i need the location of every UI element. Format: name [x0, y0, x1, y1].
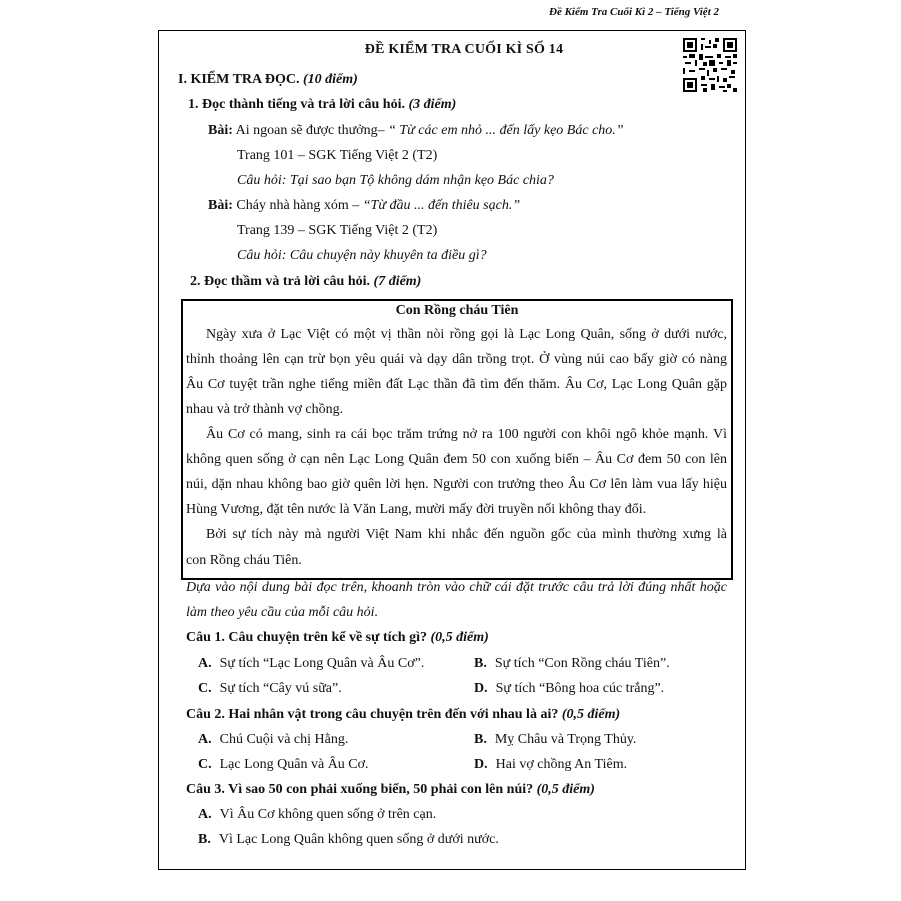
- question-1-option-a[interactable]: [198, 656, 424, 672]
- question-1-option-d[interactable]: [474, 681, 664, 697]
- part2-heading: [190, 274, 421, 290]
- reading2-excerpt: “Từ đầu ... đến thiêu sạch.”: [362, 198, 521, 213]
- section-points: (10 điểm): [302, 72, 358, 87]
- question-2-option-d[interactable]: [474, 757, 627, 773]
- reading2-question: Câu hỏi: Câu chuyện này khuyên ta điều gì?: [237, 248, 487, 263]
- option-text: Sự tích “Cây vú sữa”.: [219, 681, 342, 696]
- question-2-points: (0,5 điểm): [561, 707, 621, 722]
- running-header: Đề Kiểm Tra Cuối Kì 2 – Tiếng Việt 2: [549, 6, 719, 18]
- option-letter: B.: [198, 832, 211, 847]
- question-1-points: (0,5 điểm): [430, 630, 489, 645]
- part2-heading-text: 2. Đọc thầm và trả lời câu hỏi.: [190, 274, 371, 289]
- story-line: thỉnh thoảng lên cạn trừ bọn yêu quái và dạy dân trồng trọt. Ở vùng núi cao bấy giờ có nàng: [186, 352, 727, 367]
- story-line: con Rồng cháu Tiên.: [186, 553, 302, 568]
- part1-heading-text: 1. Đọc thành tiếng và trả lời câu hỏi.: [188, 97, 405, 112]
- story-line: nhau và trở thành vợ chồng.: [186, 402, 344, 417]
- option-letter: D.: [474, 681, 488, 696]
- question-1-option-b[interactable]: [474, 656, 670, 672]
- reading1-page: Trang 101 – SGK Tiếng Việt 2 (T2): [237, 148, 438, 163]
- question-2-option-b[interactable]: [474, 732, 636, 748]
- option-text: Sự tích “Con Rồng cháu Tiên”.: [494, 656, 670, 671]
- question-2-option-c[interactable]: [198, 757, 369, 773]
- reading2-label: Bài:: [208, 198, 233, 213]
- reading1-excerpt: “ Từ các em nhỏ ... đến lấy kẹo Bác cho.”: [388, 123, 624, 138]
- reading1-name: Ai ngoan sẽ được thưởng–: [235, 123, 385, 138]
- option-text: Sự tích “Bông hoa cúc trắng”.: [495, 681, 665, 696]
- reading1-title: [208, 123, 624, 139]
- section-heading: [178, 72, 358, 88]
- reading2-name: Cháy nhà hàng xóm –: [236, 198, 360, 213]
- reading1-label: Bài:: [208, 123, 233, 138]
- option-letter: A.: [198, 732, 212, 747]
- part2-points: (7 điểm): [373, 274, 422, 289]
- question-1-text: Câu 1. Câu chuyện trên kể về sự tích gì?: [186, 630, 427, 645]
- question-2: [186, 707, 620, 723]
- option-text: Vì Lạc Long Quân không quen sống ở dưới nước.: [218, 832, 499, 847]
- option-text: Mỵ Châu và Trọng Thủy.: [494, 732, 637, 747]
- question-3-option-b[interactable]: [198, 832, 499, 848]
- story-line: núi, dặn nhau không bao giờ quên lời hẹn. Người con trưởng theo Âu Cơ lên làm vua lấy hiệu: [186, 477, 727, 492]
- question-3-points: (0,5 điểm): [536, 782, 595, 797]
- option-text: Vì Âu Cơ không quen sống ở trên cạn.: [219, 807, 437, 822]
- question-3: [186, 782, 595, 798]
- option-text: Chú Cuội và chị Hằng.: [219, 732, 349, 747]
- instruction-line: Dựa vào nội dung bài đọc trên, khoanh tròn vào chữ cái đặt trước câu trả lời đúng nhất hoặc: [186, 580, 727, 595]
- story-line: Âu Cơ có mang, sinh ra cái bọc trăm trứng nở ra 100 người con khôi ngô khỏe mạnh. Vì: [206, 427, 727, 442]
- question-2-text: Câu 2. Hai nhân vật trong câu chuyện trên đến với nhau là ai?: [186, 707, 559, 722]
- option-letter: D.: [474, 757, 488, 772]
- option-letter: C.: [198, 757, 212, 772]
- option-text: Lạc Long Quân và Âu Cơ.: [219, 757, 369, 772]
- part1-heading: [188, 97, 456, 113]
- story-title: Con Rồng cháu Tiên: [395, 303, 519, 318]
- instruction-line: làm theo yêu cầu của mỗi câu hỏi.: [186, 605, 379, 620]
- question-1-option-c[interactable]: [198, 681, 342, 697]
- question-3-text: Câu 3. Vì sao 50 con phải xuống biển, 50 phải con lên núi?: [186, 782, 534, 797]
- option-letter: B.: [474, 656, 487, 671]
- story-line: Âu Cơ tuyệt trần nghe tiếng miền đất Lạc thần đã tìm đến thăm. Âu Cơ, Lạc Long Quân gặp: [186, 377, 727, 392]
- story-line: Ngày xưa ở Lạc Việt có một vị thần nòi rồng gọi là Lạc Long Quân, sống ở dưới nước,: [206, 327, 727, 342]
- question-3-option-a[interactable]: [198, 807, 436, 823]
- option-letter: C.: [198, 681, 212, 696]
- option-text: Sự tích “Lạc Long Quân và Âu Cơ”.: [219, 656, 425, 671]
- reading2-title: [208, 198, 520, 214]
- story-line: Hùng Vương, đặt tên nước là Văn Lang, mười mấy đời truyền nối không thay đổi.: [186, 502, 647, 517]
- reading2-page: Trang 139 – SGK Tiếng Việt 2 (T2): [237, 223, 438, 238]
- option-letter: A.: [198, 656, 212, 671]
- question-1: [186, 630, 489, 646]
- exam-title: ĐỀ KIỂM TRA CUỐI KÌ SỐ 14: [364, 42, 564, 57]
- question-2-option-a[interactable]: [198, 732, 348, 748]
- part1-points: (3 điểm): [408, 97, 457, 112]
- story-line: không quen sống ở cạn nên Lạc Long Quân đem 50 con xuống biển – Âu Cơ đem 50 con lên: [186, 452, 727, 467]
- section-heading-text: I. KIỂM TRA ĐỌC.: [178, 72, 300, 87]
- option-text: Hai vợ chồng An Tiêm.: [495, 757, 628, 772]
- option-letter: B.: [474, 732, 487, 747]
- story-line: Bởi sự tích này mà người Việt Nam khi nhắc đến nguồn gốc của mình thường xưng là: [206, 527, 727, 542]
- option-letter: A.: [198, 807, 212, 822]
- reading1-question: Câu hỏi: Tại sao bạn Tộ không dám nhận kẹo Bác chia?: [237, 173, 554, 188]
